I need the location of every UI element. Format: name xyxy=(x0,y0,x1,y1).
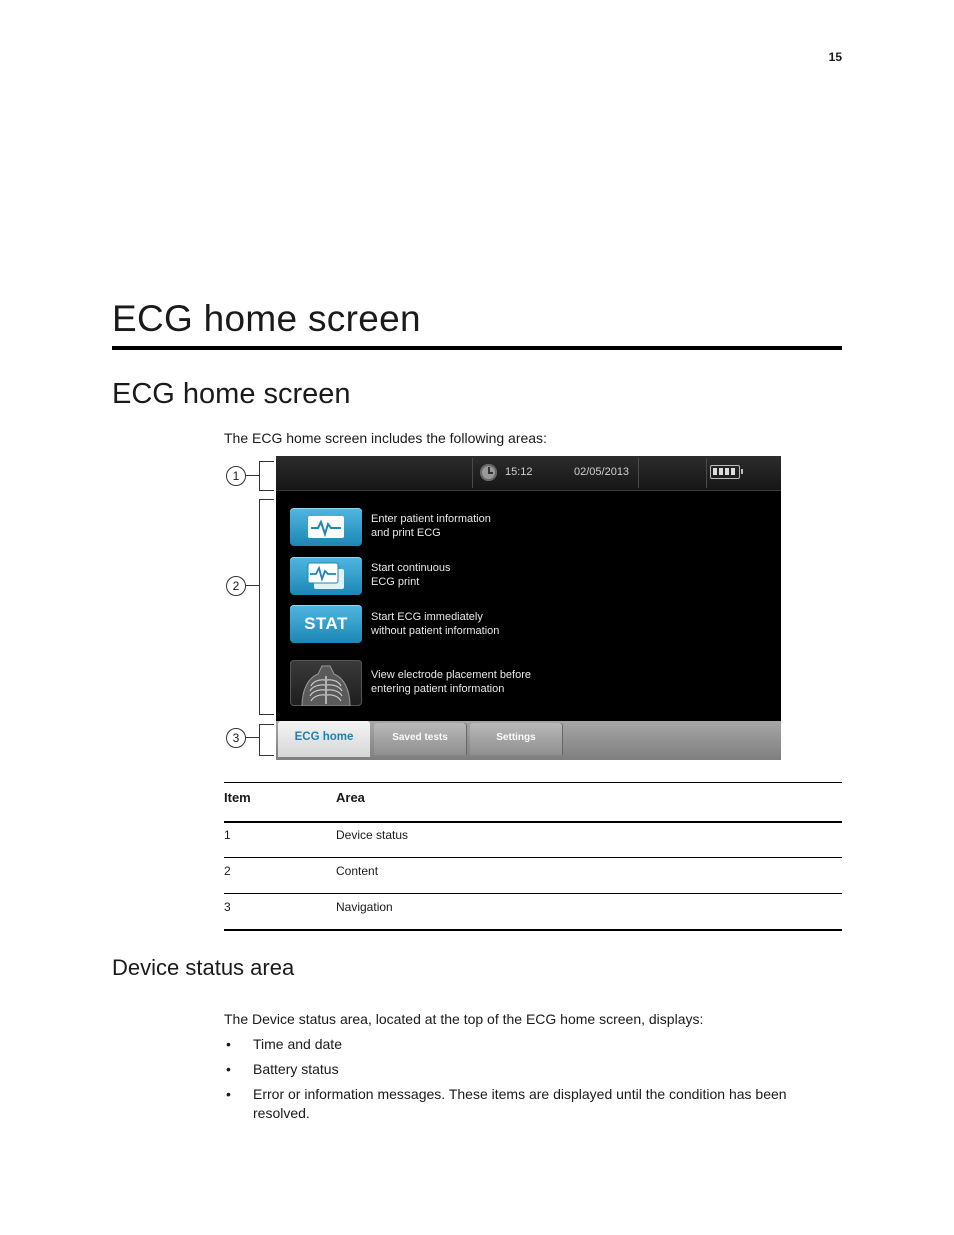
chapter-title: ECG home screen xyxy=(112,298,421,339)
intro-text: The ECG home screen includes the following areas: xyxy=(224,430,547,446)
battery-icon xyxy=(710,465,740,479)
status-time: 15:12 xyxy=(505,466,533,478)
clock-icon xyxy=(480,464,497,481)
table-cell-item: 2 xyxy=(224,864,231,878)
callout-leader-2 xyxy=(245,585,259,586)
stat-button[interactable]: STAT xyxy=(290,605,362,643)
bullet-list xyxy=(224,1035,824,1129)
electrode-placement-icon[interactable] xyxy=(290,660,362,706)
table-header-area: Area xyxy=(336,790,365,805)
table-row-rule xyxy=(224,893,842,894)
table-top-rule xyxy=(224,782,842,783)
device-navigation-bar xyxy=(276,721,781,760)
content-row-continuous-print[interactable] xyxy=(290,557,770,597)
tab-ecg-home[interactable]: ECG home xyxy=(278,721,370,757)
callout-leader-3 xyxy=(245,737,259,738)
table-bottom-rule xyxy=(224,929,842,931)
tab-saved-tests[interactable]: Saved tests xyxy=(374,723,466,755)
bullet-item: • Time and date xyxy=(224,1035,824,1054)
callout-1: 1 xyxy=(226,466,246,486)
status-divider xyxy=(706,458,707,488)
bullet-item: • Error or information messages. These items are displayed until the condition has been resolved. xyxy=(224,1085,824,1123)
content-row-stat[interactable] xyxy=(290,605,770,645)
table-header-item: Item xyxy=(224,790,251,805)
device-content-area xyxy=(276,491,781,721)
content-row-label: Start continuous ECG print xyxy=(371,562,451,588)
subsection-description: The Device status area, located at the top of the ECG home screen, displays: xyxy=(224,1011,704,1027)
content-row-electrode-placement[interactable] xyxy=(290,660,770,708)
device-status-bar xyxy=(276,456,781,491)
table-cell-item: 3 xyxy=(224,900,231,914)
callout-bracket-2 xyxy=(259,499,274,715)
tab-settings[interactable]: Settings xyxy=(470,723,562,755)
content-row-label: Start ECG immediately without patient information xyxy=(371,611,500,637)
callout-bracket-1 xyxy=(259,461,274,491)
subsection-title: Device status area xyxy=(112,955,295,980)
chapter-rule xyxy=(112,346,842,350)
status-date: 02/05/2013 xyxy=(574,466,630,478)
callout-leader-1 xyxy=(245,475,259,476)
table-cell-area: Device status xyxy=(336,828,409,842)
callout-3: 3 xyxy=(226,728,246,748)
status-divider xyxy=(472,458,473,488)
content-row-patient-ecg[interactable] xyxy=(290,508,770,548)
table-header-rule xyxy=(224,821,842,823)
table-cell-item: 1 xyxy=(224,828,231,842)
table-cell-area: Navigation xyxy=(336,900,393,914)
bullet-item: • Battery status xyxy=(224,1060,824,1079)
page-number: 15 xyxy=(828,50,842,64)
content-row-label: Enter patient information and print ECG xyxy=(371,513,491,539)
callout-2: 2 xyxy=(226,576,246,596)
table-row-rule xyxy=(224,857,842,858)
table-cell-area: Content xyxy=(336,864,379,878)
ecg-wave-icon[interactable] xyxy=(290,508,362,546)
section-title: ECG home screen xyxy=(112,378,351,410)
ecg-device-screen xyxy=(276,456,781,760)
continuous-print-icon[interactable] xyxy=(290,557,362,595)
status-divider xyxy=(638,458,639,488)
callout-bracket-3 xyxy=(259,724,274,756)
content-row-label: View electrode placement before entering patient information xyxy=(371,669,532,695)
